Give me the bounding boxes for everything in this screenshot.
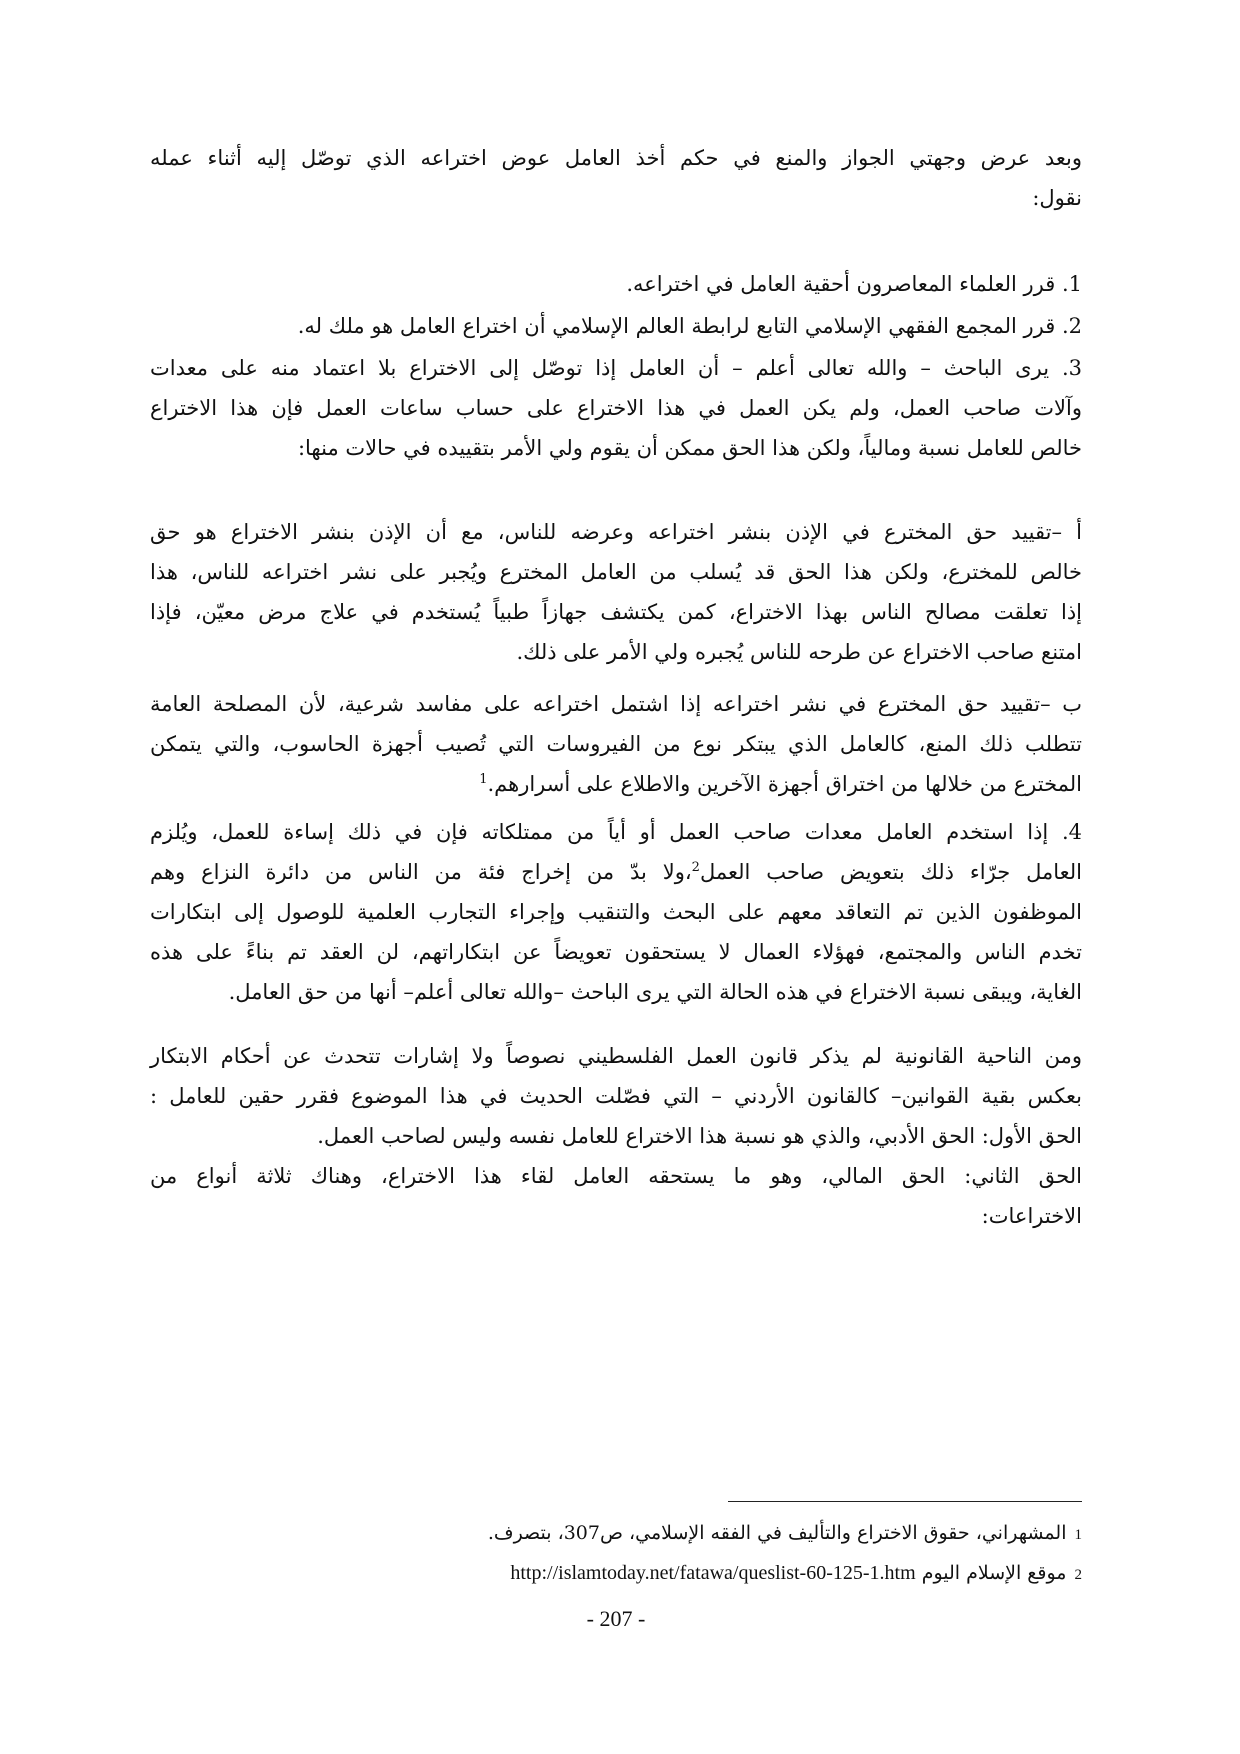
legal-paragraph	[150, 1036, 1082, 1236]
text-line: 2. قرر المجمع الفقهي الإسلامي التابع لرابطة العالم الإسلامي أن اختراع العامل هو ملك له.	[297, 314, 1082, 338]
footnote-2	[150, 1558, 1082, 1590]
text-line: بعكس بقية القوانين– كالقانون الأردني – التي فصّلت الحديث في هذا الموضوع فقرر حقين للعامل :	[150, 1084, 1082, 1108]
footnote-marker[interactable]: 1	[479, 772, 488, 787]
footnote-separator	[728, 1501, 1082, 1502]
footnote-text: المشهراني، حقوق الاختراع والتأليف في الفقه الإسلامي، ص307، بتصرف.	[487, 1522, 1067, 1544]
text-line: ب –تقييد حق المخترع في نشر اختراعه إذا اشتمل اختراعه على مفاسد شرعية، لأن المصلحة العامة	[150, 692, 1082, 716]
text-line	[150, 852, 1082, 892]
point-3	[150, 348, 1082, 468]
sub-point-b	[150, 684, 1082, 804]
text-line: امتنع صاحب الاختراع عن طرحه للناس يُجبره ولي الأمر على ذلك.	[516, 640, 1082, 664]
line-text: ،ولا بدّ من إخراج فئة من الناس من دائرة النزاع وهم	[150, 860, 692, 884]
footnote-number: 2	[1074, 1567, 1082, 1583]
text-line: 4. إذا استخدم العامل معدات صاحب العمل أو أياً من ممتلكاته فإن في ذلك إساءة للعمل، ويُلزم	[150, 820, 1082, 844]
footnote-text: موقع الإسلام اليوم	[921, 1562, 1067, 1584]
text-line: ومن الناحية القانونية لم يذكر قانون العمل الفلسطيني نصوصاً ولا إشارات تتحدث عن أحكام الابتكار	[150, 1044, 1082, 1068]
footnote-marker[interactable]: 2	[691, 860, 700, 875]
text-line: وآلات صاحب العمل، ولم يكن العمل في هذا الاختراع على حساب ساعات العمل فإن هذا الاختراع	[150, 396, 1082, 420]
text-line: إذا تعلقت مصالح الناس بهذا الاختراع، كمن يكتشف جهازاً طبياً يُستخدم في علاج مرض معيّن، فإذا	[150, 600, 1082, 624]
text-line: الموظفون الذين تم التعاقد معهم على البحث والتنقيب وإجراء التجارب العلمية للوصول إلى ابتكارات	[150, 900, 1082, 924]
text-line: خالص للمخترع، ولكن هذا الحق قد يُسلب من العامل المخترع ويُجبر على نشر اختراعه للناس، هذا	[150, 560, 1082, 584]
text-line: تتطلب ذلك المنع، كالعامل الذي يبتكر نوع من الفيروسات التي تُصيب أجهزة الحاسوب، والتي يتمكن	[150, 732, 1082, 756]
point-1	[150, 264, 1082, 304]
point-4	[150, 812, 1082, 852]
text-line: الغاية، ويبقى نسبة الاختراع في هذه الحالة التي يرى الباحث –والله تعالى أعلم– أنها من حق العامل.	[228, 980, 1082, 1004]
text-line: تخدم الناس والمجتمع، فهؤلاء العمال لا يستحقون تعويضاً عن ابتكاراتهم، لن العقد تم بناءً على هذه	[150, 940, 1082, 964]
sub-point-a	[150, 512, 1082, 672]
text-line: خالص للعامل نسبة ومالياً، ولكن هذا الحق ممكن أن يقوم ولي الأمر بتقييده في حالات منها:	[297, 436, 1082, 460]
text-line: 1. قرر العلماء المعاصرون أحقية العامل في اختراعه.	[626, 272, 1082, 296]
line-text: المخترع من خلالها من اختراق أجهزة الآخرين والاطلاع على أسرارهم.	[487, 772, 1082, 796]
text-line: وبعد عرض وجهتي الجواز والمنع في حكم أخذ العامل عوض اختراعه الذي توصّل إليه أثناء عمله	[150, 146, 1082, 170]
footnote-number: 1	[1074, 1527, 1082, 1543]
footnote-1	[150, 1518, 1082, 1550]
text-line: نقول:	[1032, 186, 1082, 210]
intro-paragraph	[150, 138, 1082, 218]
text-line: 3. يرى الباحث – والله تعالى أعلم – أن العامل إذا توصّل إلى الاختراع بلا اعتماد منه على معدات	[150, 356, 1082, 380]
point-4-continued	[150, 852, 1082, 1012]
page-number: - 207 -	[586, 1606, 646, 1631]
text-line: الحق الثاني: الحق المالي، وهو ما يستحقه العامل لقاء هذا الاختراع، وهناك ثلاثة أنواع من	[150, 1164, 1082, 1188]
point-2	[150, 306, 1082, 346]
text-line	[150, 764, 1082, 804]
text-line: الحق الأول: الحق الأدبي، والذي هو نسبة هذا الاختراع للعامل نفسه وليس لصاحب العمل.	[317, 1124, 1082, 1148]
line-text: العامل جرّاء ذلك بتعويض صاحب العمل	[699, 860, 1082, 884]
text-line: الاختراعات:	[981, 1204, 1082, 1228]
footnote-link[interactable]: http://islamtoday.net/fatawa/queslist-60-125-1.htm	[510, 1562, 916, 1584]
document-page	[150, 0, 1082, 1754]
text-line: أ –تقييد حق المخترع في الإذن بنشر اختراعه وعرضه للناس، مع أن الإذن بنشر الاختراع هو حق	[150, 520, 1082, 544]
